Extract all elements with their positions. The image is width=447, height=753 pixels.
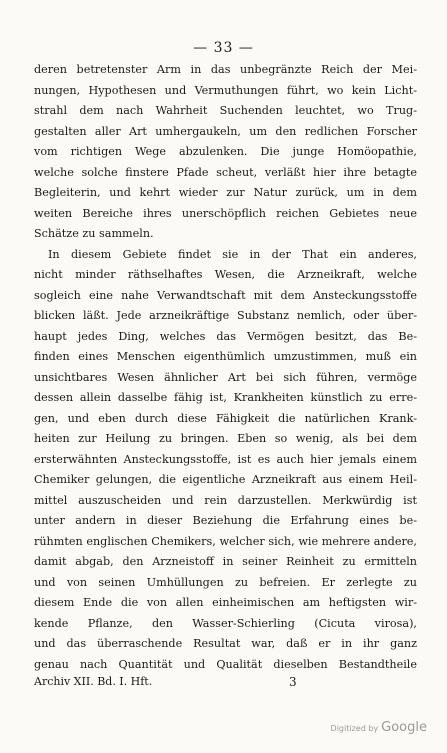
text-line: rühmten englischen Chemikers, welcher sich, wie mehrere andere,: [34, 534, 417, 548]
text-line: kende Pflanze, den Wasser-Schierling (Cicuta virosa),: [34, 616, 417, 630]
text-line: gen, und eben durch diese Fähigkeit die natürlichen Krank-: [34, 411, 417, 425]
footer-signature: Archiv XII. Bd. I. Hft.: [34, 675, 153, 688]
text-line: mittel auszuscheiden und rein darzustellen. Merkwürdig ist: [34, 493, 417, 507]
text-line: vom richtigen Wege abzulenken. Die junge Homöopathie,: [34, 145, 417, 158]
text-line: diesem Ende die von allen einheimischen am heftigsten wir-: [34, 596, 417, 609]
digitization-watermark: [331, 720, 427, 735]
text-line: damit abgab, den Arzneistoff in seiner Reinheit zu ermitteln: [34, 555, 417, 568]
text-line: haupt jedes Ding, welches das Vermögen besitzt, das Be-: [34, 329, 417, 343]
text-line: gestalten aller Art umhergaukeln, um den redlichen Forscher: [34, 124, 417, 138]
text-line: Chemiker gelungen, die eigentliche Arzneikraft aus einem Heil-: [34, 473, 417, 486]
text-line: und von seinen Umhüllungen zu befreien. Er zerlegte zu: [34, 575, 417, 589]
watermark-prefix: Digitized by: [330, 724, 379, 733]
text-line: nicht minder räthselhaftes Wesen, die Arzneikraft, welche: [34, 268, 417, 281]
page-number: — 33 —: [193, 40, 254, 56]
text-line: dessen allein dasselbe fähig ist, Krankheiten künstlich zu erre-: [34, 391, 417, 404]
text-line: sogleich eine nahe Verwandtschaft mit dem Ansteckungsstoffe: [34, 288, 417, 302]
text-line: blicken läßt. Jede arzneikräftige Substanz nemlich, oder über-: [34, 309, 417, 322]
text-line: Begleiterin, und kehrt wieder zur Natur zurück, um in dem: [34, 186, 417, 199]
text-line: weiten Bereiche ihres unerschöpflich reichen Gebietes neue: [34, 206, 417, 220]
body-text: [34, 60, 417, 675]
text-line: Schätze zu sammeln.: [34, 227, 154, 240]
text-line: finden eines Menschen eigenthümlich umzustimmen, muß ein: [34, 350, 417, 363]
text-line: genau nach Quantität und Qualität dieselben Bestandtheile: [34, 657, 417, 671]
text-line: unter andern in dieser Beziehung die Erfahrung eines be-: [34, 514, 417, 527]
text-line: ersterwähnten Ansteckungsstoffe, ist es auch hier jemals einem: [34, 452, 417, 466]
text-line: unsichtbares Wesen ähnlicher Art bei sich führen, vermöge: [34, 370, 417, 384]
sheet-number: 3: [289, 675, 297, 689]
text-line: welche solche finstere Pfade scheut, verläßt hier ihre betagte: [34, 165, 417, 179]
text-line: strahl dem nach Wahrheit Suchenden leuchtet, wo Trug-: [34, 104, 417, 117]
text-line: In diesem Gebiete findet sie in der That ein anderes,: [48, 247, 417, 261]
text-line: und das überraschende Resultat war, daß er in ihr ganz: [34, 637, 417, 650]
text-line: heiten zur Heilung zu bringen. Eben so wenig, als bei dem: [34, 432, 417, 445]
watermark-brand: Google: [381, 720, 427, 735]
text-line: deren betretenster Arm in das unbegränzte Reich der Mei-: [34, 63, 417, 76]
text-line: nungen, Hypothesen und Vermuthungen führt, wo kein Licht-: [34, 83, 417, 97]
page-footer: [34, 674, 417, 690]
